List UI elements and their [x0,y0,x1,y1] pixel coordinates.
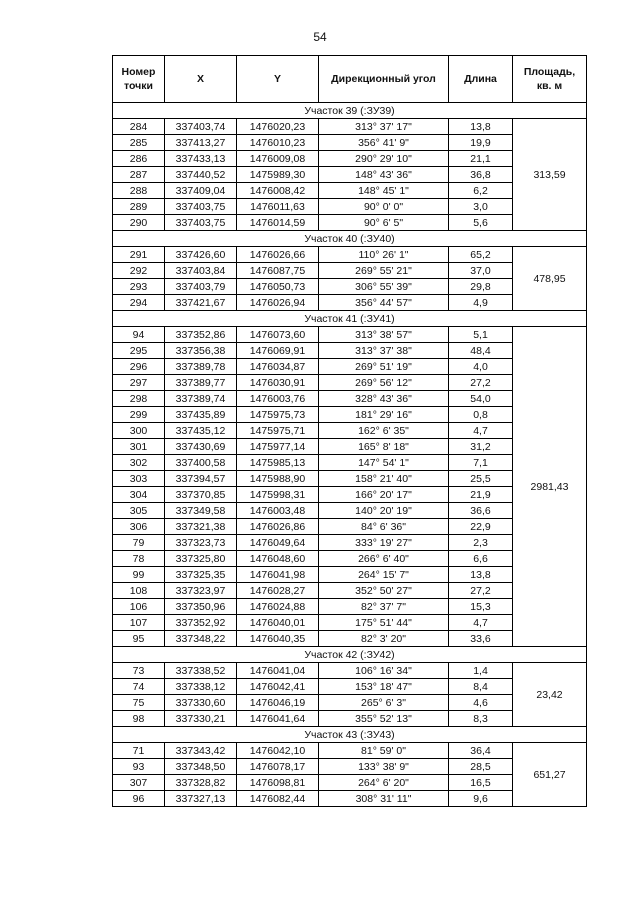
length-cell: 15,3 [449,599,513,615]
y-cell: 1476009,08 [237,151,319,167]
length-cell: 5,6 [449,215,513,231]
angle-cell: 166° 20' 17" [319,487,449,503]
angle-cell: 81° 59' 0" [319,743,449,759]
angle-cell: 264° 6' 20" [319,775,449,791]
section-title-row [113,647,587,663]
area-cell: 23,42 [513,663,587,727]
table-row [113,327,587,343]
length-cell: 36,6 [449,503,513,519]
y-cell: 1476041,04 [237,663,319,679]
point-cell: 292 [113,263,165,279]
x-cell: 337400,58 [165,455,237,471]
x-cell: 337421,67 [165,295,237,311]
y-cell: 1476073,60 [237,327,319,343]
area-cell: 478,95 [513,247,587,311]
angle-cell: 165° 8' 18" [319,439,449,455]
x-cell: 337394,57 [165,471,237,487]
point-cell: 71 [113,743,165,759]
angle-cell: 265° 6' 3" [319,695,449,711]
point-cell: 303 [113,471,165,487]
point-cell: 286 [113,151,165,167]
y-cell: 1476042,10 [237,743,319,759]
length-cell: 4,7 [449,423,513,439]
x-cell: 337426,60 [165,247,237,263]
point-cell: 296 [113,359,165,375]
length-cell: 19,9 [449,135,513,151]
angle-cell: 333° 19' 27" [319,535,449,551]
angle-cell: 306° 55' 39" [319,279,449,295]
length-cell: 36,4 [449,743,513,759]
y-cell: 1476098,81 [237,775,319,791]
y-cell: 1476048,60 [237,551,319,567]
length-cell: 3,0 [449,199,513,215]
angle-cell: 181° 29' 16" [319,407,449,423]
point-cell: 288 [113,183,165,199]
angle-cell: 313° 37' 17" [319,119,449,135]
length-cell: 4,6 [449,695,513,711]
x-cell: 337330,60 [165,695,237,711]
section-title-row [113,727,587,743]
angle-cell: 84° 6' 36" [319,519,449,535]
point-cell: 99 [113,567,165,583]
x-cell: 337330,21 [165,711,237,727]
x-cell: 337348,50 [165,759,237,775]
point-cell: 96 [113,791,165,807]
y-cell: 1476026,94 [237,295,319,311]
angle-cell: 110° 26' 1" [319,247,449,263]
angle-cell: 356° 44' 57" [319,295,449,311]
angle-cell: 313° 38' 57" [319,327,449,343]
x-cell: 337349,58 [165,503,237,519]
y-cell: 1475975,73 [237,407,319,423]
length-cell: 4,9 [449,295,513,311]
angle-cell: 355° 52' 13" [319,711,449,727]
y-cell: 1476041,98 [237,567,319,583]
length-cell: 5,1 [449,327,513,343]
x-cell: 337338,12 [165,679,237,695]
y-cell: 1476024,88 [237,599,319,615]
length-cell: 7,1 [449,455,513,471]
section-title: Участок 39 (:ЗУ39) [113,103,587,119]
point-cell: 75 [113,695,165,711]
section-title: Участок 40 (:ЗУ40) [113,231,587,247]
area-cell: 2981,43 [513,327,587,647]
point-cell: 78 [113,551,165,567]
length-cell: 8,4 [449,679,513,695]
angle-cell: 269° 55' 21" [319,263,449,279]
y-cell: 1476011,63 [237,199,319,215]
length-cell: 2,3 [449,535,513,551]
y-cell: 1475998,31 [237,487,319,503]
y-cell: 1476003,76 [237,391,319,407]
y-cell: 1476040,01 [237,615,319,631]
y-cell: 1476041,64 [237,711,319,727]
length-cell: 21,1 [449,151,513,167]
x-cell: 337356,38 [165,343,237,359]
point-cell: 297 [113,375,165,391]
x-cell: 337352,86 [165,327,237,343]
area-cell: 651,27 [513,743,587,807]
length-cell: 25,5 [449,471,513,487]
angle-cell: 140° 20' 19" [319,503,449,519]
length-cell: 31,2 [449,439,513,455]
y-cell: 1476003,48 [237,503,319,519]
x-cell: 337348,22 [165,631,237,647]
section-title: Участок 42 (:ЗУ42) [113,647,587,663]
angle-cell: 175° 51' 44" [319,615,449,631]
header-length: Длина [449,56,513,103]
length-cell: 54,0 [449,391,513,407]
x-cell: 337323,97 [165,583,237,599]
y-cell: 1475977,14 [237,439,319,455]
header-angle: Дирекционный угол [319,56,449,103]
length-cell: 28,5 [449,759,513,775]
x-cell: 337325,80 [165,551,237,567]
angle-cell: 147° 54' 1" [319,455,449,471]
angle-cell: 328° 43' 36" [319,391,449,407]
x-cell: 337389,77 [165,375,237,391]
point-cell: 307 [113,775,165,791]
header-row [113,56,587,103]
x-cell: 337403,74 [165,119,237,135]
length-cell: 37,0 [449,263,513,279]
angle-cell: 269° 56' 12" [319,375,449,391]
length-cell: 4,0 [449,359,513,375]
length-cell: 29,8 [449,279,513,295]
point-cell: 287 [113,167,165,183]
angle-cell: 308° 31' 11" [319,791,449,807]
point-cell: 298 [113,391,165,407]
point-cell: 306 [113,519,165,535]
table-row [113,247,587,263]
point-cell: 285 [113,135,165,151]
length-cell: 65,2 [449,247,513,263]
angle-cell: 356° 41' 9" [319,135,449,151]
table-body [113,103,587,807]
header-x: X [165,56,237,103]
y-cell: 1476082,44 [237,791,319,807]
point-cell: 293 [113,279,165,295]
section-title: Участок 43 (:ЗУ43) [113,727,587,743]
x-cell: 337323,73 [165,535,237,551]
point-cell: 73 [113,663,165,679]
x-cell: 337433,13 [165,151,237,167]
table-row [113,743,587,759]
length-cell: 13,8 [449,119,513,135]
point-cell: 107 [113,615,165,631]
point-cell: 294 [113,295,165,311]
angle-cell: 153° 18' 47" [319,679,449,695]
angle-cell: 264° 15' 7" [319,567,449,583]
length-cell: 4,7 [449,615,513,631]
y-cell: 1476049,64 [237,535,319,551]
point-cell: 93 [113,759,165,775]
length-cell: 48,4 [449,343,513,359]
y-cell: 1476008,42 [237,183,319,199]
header-point: Номер точки [113,56,165,103]
x-cell: 337343,42 [165,743,237,759]
angle-cell: 313° 37' 38" [319,343,449,359]
y-cell: 1476010,23 [237,135,319,151]
y-cell: 1476030,91 [237,375,319,391]
length-cell: 16,5 [449,775,513,791]
point-cell: 289 [113,199,165,215]
point-cell: 106 [113,599,165,615]
point-cell: 108 [113,583,165,599]
x-cell: 337403,75 [165,215,237,231]
x-cell: 337327,13 [165,791,237,807]
y-cell: 1476069,91 [237,343,319,359]
x-cell: 337435,89 [165,407,237,423]
point-cell: 290 [113,215,165,231]
x-cell: 337389,74 [165,391,237,407]
y-cell: 1476034,87 [237,359,319,375]
page-number: 54 [313,30,327,44]
x-cell: 337403,79 [165,279,237,295]
x-cell: 337389,78 [165,359,237,375]
point-cell: 74 [113,679,165,695]
x-cell: 337350,96 [165,599,237,615]
point-cell: 95 [113,631,165,647]
length-cell: 22,9 [449,519,513,535]
y-cell: 1476028,27 [237,583,319,599]
x-cell: 337370,85 [165,487,237,503]
table-row [113,119,587,135]
y-cell: 1476050,73 [237,279,319,295]
length-cell: 8,3 [449,711,513,727]
length-cell: 1,4 [449,663,513,679]
angle-cell: 90° 0' 0" [319,199,449,215]
y-cell: 1476042,41 [237,679,319,695]
section-title-row [113,103,587,119]
point-cell: 305 [113,503,165,519]
length-cell: 36,8 [449,167,513,183]
point-cell: 291 [113,247,165,263]
x-cell: 337328,82 [165,775,237,791]
length-cell: 9,6 [449,791,513,807]
x-cell: 337403,75 [165,199,237,215]
x-cell: 337338,52 [165,663,237,679]
point-cell: 295 [113,343,165,359]
y-cell: 1476026,86 [237,519,319,535]
coordinates-table [112,55,587,807]
x-cell: 337409,04 [165,183,237,199]
length-cell: 0,8 [449,407,513,423]
x-cell: 337352,92 [165,615,237,631]
point-cell: 79 [113,535,165,551]
point-cell: 300 [113,423,165,439]
y-cell: 1476046,19 [237,695,319,711]
header-area: Площадь, кв. м [513,56,587,103]
section-title: Участок 41 (:ЗУ41) [113,311,587,327]
header-y: Y [237,56,319,103]
table-row [113,663,587,679]
angle-cell: 148° 43' 36" [319,167,449,183]
angle-cell: 82° 37' 7" [319,599,449,615]
point-cell: 301 [113,439,165,455]
x-cell: 337325,35 [165,567,237,583]
length-cell: 21,9 [449,487,513,503]
x-cell: 337413,27 [165,135,237,151]
point-cell: 304 [113,487,165,503]
x-cell: 337321,38 [165,519,237,535]
angle-cell: 269° 51' 19" [319,359,449,375]
y-cell: 1476040,35 [237,631,319,647]
length-cell: 6,6 [449,551,513,567]
y-cell: 1476014,59 [237,215,319,231]
x-cell: 337435,12 [165,423,237,439]
angle-cell: 290° 29' 10" [319,151,449,167]
y-cell: 1476078,17 [237,759,319,775]
x-cell: 337430,69 [165,439,237,455]
y-cell: 1475989,30 [237,167,319,183]
section-title-row [113,311,587,327]
angle-cell: 148° 45' 1" [319,183,449,199]
point-cell: 94 [113,327,165,343]
x-cell: 337403,84 [165,263,237,279]
length-cell: 27,2 [449,375,513,391]
angle-cell: 352° 50' 27" [319,583,449,599]
y-cell: 1476020,23 [237,119,319,135]
x-cell: 337440,52 [165,167,237,183]
angle-cell: 162° 6' 35" [319,423,449,439]
angle-cell: 106° 16' 34" [319,663,449,679]
angle-cell: 158° 21' 40" [319,471,449,487]
length-cell: 27,2 [449,583,513,599]
point-cell: 302 [113,455,165,471]
y-cell: 1475985,13 [237,455,319,471]
y-cell: 1475975,71 [237,423,319,439]
section-title-row [113,231,587,247]
point-cell: 98 [113,711,165,727]
angle-cell: 82° 3' 20" [319,631,449,647]
area-cell: 313,59 [513,119,587,231]
y-cell: 1476026,66 [237,247,319,263]
angle-cell: 133° 38' 9" [319,759,449,775]
y-cell: 1475988,90 [237,471,319,487]
length-cell: 13,8 [449,567,513,583]
angle-cell: 90° 6' 5" [319,215,449,231]
point-cell: 284 [113,119,165,135]
y-cell: 1476087,75 [237,263,319,279]
point-cell: 299 [113,407,165,423]
length-cell: 6,2 [449,183,513,199]
angle-cell: 266° 6' 40" [319,551,449,567]
length-cell: 33,6 [449,631,513,647]
